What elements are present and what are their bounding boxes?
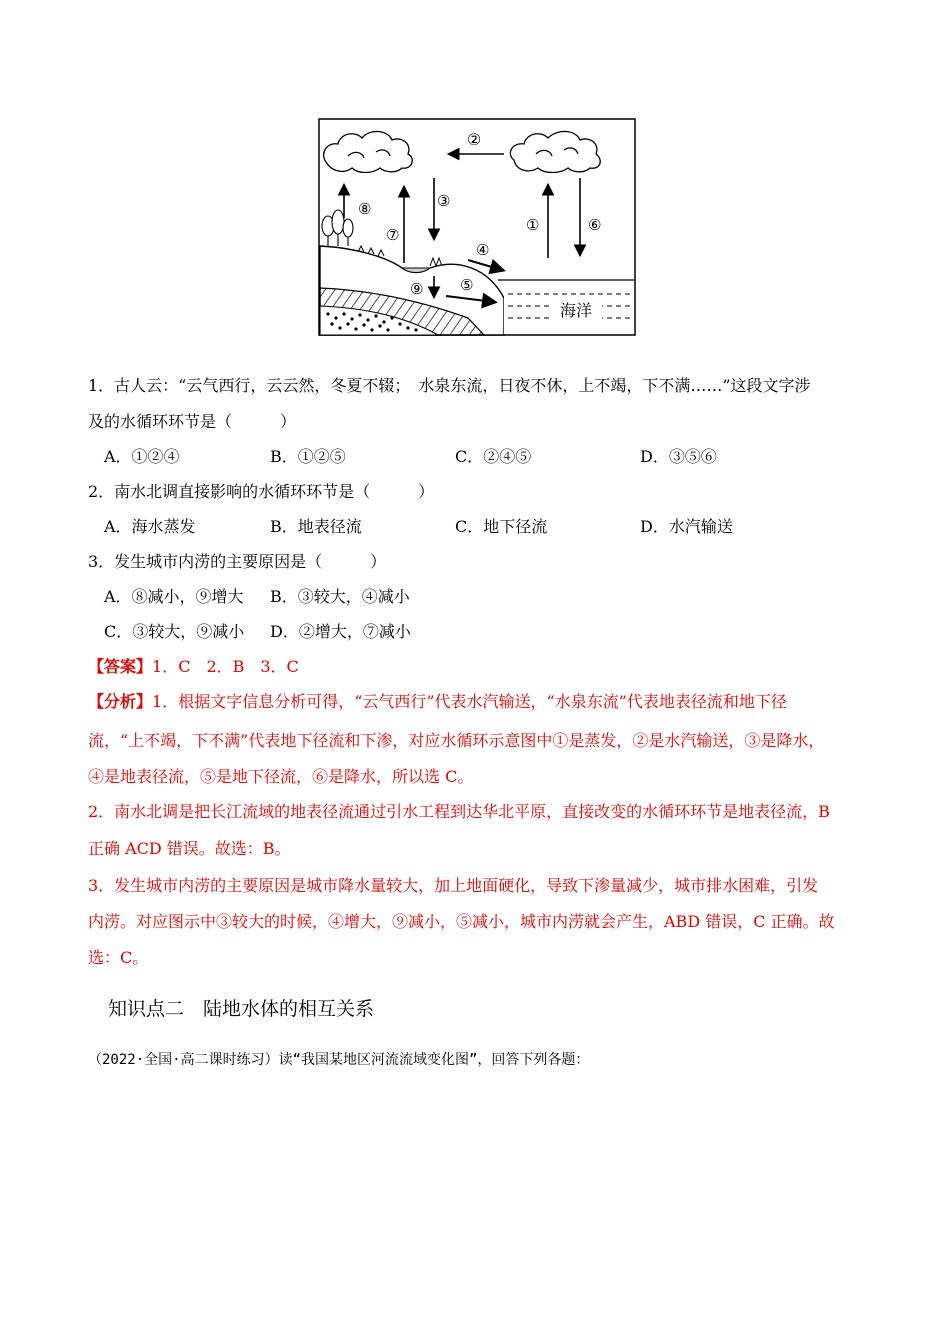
q3-option-a: A．⑧减小，⑨增大 [104, 587, 244, 606]
marker-7: ⑦ [386, 226, 400, 244]
q1-option-c: C．②④⑤ [455, 447, 532, 466]
analysis-label: 【分析】 [88, 692, 153, 711]
section-title: 知识点二 陆地水体的相互关系 [108, 998, 375, 1020]
marker-2: ② [466, 130, 482, 149]
q1-option-d: D．③⑤⑥ [640, 447, 717, 466]
marker-6: ⑥ [588, 216, 602, 234]
q1-option-b: B．①②⑤ [270, 447, 346, 466]
marker-8: ⑧ [358, 200, 372, 218]
q3-option-b: B．③较大，④减小 [270, 587, 410, 606]
marker-5: ⑤ [460, 276, 474, 294]
question-1-line1: 1．古人云：“云气西行，云云然，冬夏不辍； 水泉东流，日夜不休，上不竭，下不满……”这段文字涉 [88, 376, 811, 395]
q2-option-b: B．地表径流 [270, 517, 362, 536]
marker-9: ⑨ [410, 280, 424, 298]
q2-option-d: D．水汽输送 [640, 517, 733, 536]
water-cycle-diagram [318, 118, 636, 336]
question-3-line1: 3．发生城市内涝的主要原因是（ ） [88, 552, 387, 571]
question-2-line1: 2．南水北调直接影响的水循环环节是（ ） [88, 482, 435, 501]
section-intro: （2022·全国·高二课时练习）读“我国某地区河流流域变化图”，回答下列各题： [88, 1052, 590, 1068]
analysis-p2-line1: 2．南水北调是把长江流域的地表径流通过引水工程到达华北平原，直接改变的水循环环节是地表径流，B [88, 802, 830, 821]
analysis-p3-line1: 3．发生城市内涝的主要原因是城市降水量较大，加上地面硬化，导致下渗量减少，城市排水困难，引发 [88, 876, 819, 895]
marker-1: ① [526, 216, 540, 234]
analysis-p1-line3: ④是地表径流，⑤是地下径流，⑥是降水，所以选 C。 [88, 767, 474, 786]
answer-text: 1．C 2．B 3．C [152, 657, 299, 676]
ocean-label: 海洋 [559, 301, 593, 320]
analysis-p1-line2: 流，“上不竭，下不满”代表地下径流和下渗，对应水循环示意图中①是蒸发，②是水汽输送，③是降水， [88, 731, 825, 750]
q3-option-d: D．②增大，⑦减小 [270, 622, 411, 641]
analysis-p3-line2: 内涝。对应图示中③较大的时候，④增大，⑨减小，⑤减小，城市内涝就会产生，ABD 错误，C 正确。故 [88, 912, 835, 931]
analysis-p2-line2: 正确 ACD 错误。故选：B。 [88, 839, 291, 858]
analysis-p3-line3: 选：C。 [88, 948, 149, 967]
marker-4: ④ [476, 241, 490, 259]
analysis-p1-line1 [88, 691, 787, 713]
marker-3: ③ [437, 192, 451, 210]
answer-line [88, 656, 299, 678]
analysis-p1-l1: 1．根据文字信息分析可得，“云气西行”代表水汽输送，“水泉东流”代表地表径流和地下径 [152, 692, 787, 711]
q3-option-c: C．③较大，⑨减小 [104, 622, 245, 641]
question-1-line2: 及的水循环环节是（ ） [88, 412, 297, 431]
answer-label: 【答案】 [88, 657, 153, 676]
q2-option-a: A．海水蒸发 [104, 517, 196, 536]
q2-option-c: C．地下径流 [455, 517, 548, 536]
q1-option-a: A．①②④ [104, 447, 180, 466]
